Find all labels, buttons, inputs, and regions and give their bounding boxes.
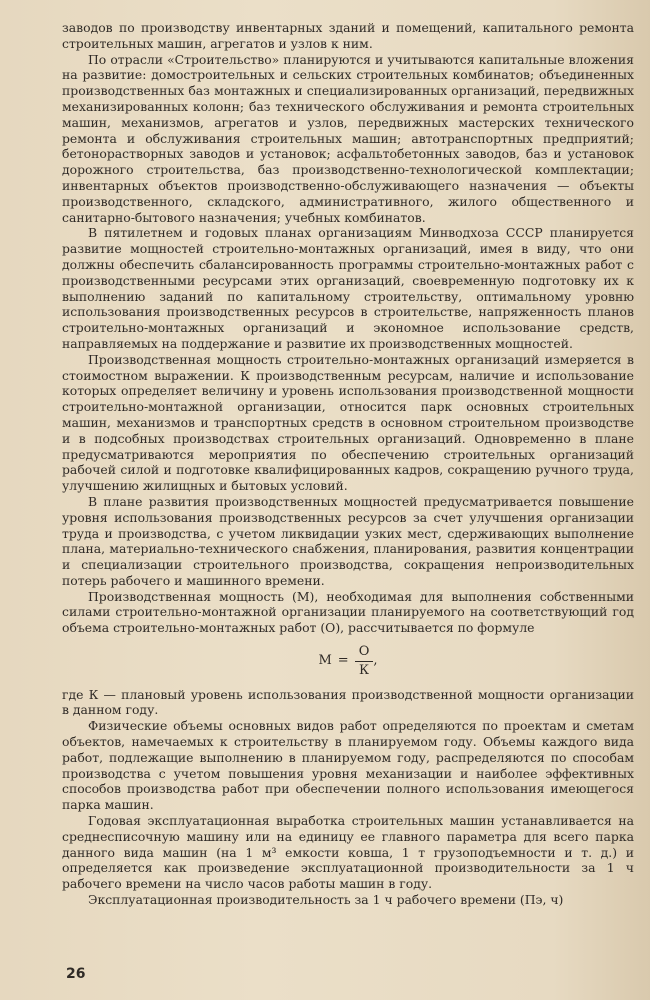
formula-equals: = — [337, 653, 349, 669]
formula-numerator: О — [355, 644, 374, 662]
formula-denominator: К — [359, 662, 370, 678]
paragraph: заводов по производству инвентарных зданий и помещений, капитального ремонта строительных машин, агрегатов и узлов к ним. — [62, 20, 634, 51]
formula-tail: , — [373, 653, 378, 669]
paragraph: Производственная мощность строительно-монтажных организаций измеряется в стоимостном выражении. К производственным ресурсам, наличие и использование которых определяет величину и уровень использования производственной мощности строительно-монтажной организации, относится парк основных строительных машин, механизмов и транспортных средств в основном строительном производстве и в подсобных производствах строительных организаций. Одновременно в плане предусматриваются мероприятия по обеспечению строительных организаций рабочей силой и подготовке квалифицированных кадров, сокращению ручного труда, улучшению жилищных и бытовых условий. — [62, 351, 634, 494]
body-text — [62, 20, 634, 908]
formula-lhs: М — [318, 653, 332, 669]
formula-fraction — [355, 644, 374, 679]
paragraph: В пятилетнем и годовых планах организациям Минводхоза СССР планируется развитие мощностей строительно-монтажных организаций, имея в виду, что они должны обеспечить сбалансированность программы строительно-монтажных работ с производственными ресурсами этих организаций, своевременную подготовку их к выполнению заданий по капитальному строительству, оптимальному уровню использования производственных ресурсов в строительстве, напряженность планов строительно-монтажных организаций и экономное использование средств, направляемых на поддержание и развитие их производственных мощностей. — [62, 225, 634, 351]
paragraph: По отрасли «Строительство» планируются и учитываются капитальные вложения на развитие: домостроительных и сельских строительных комбинатов; объединенных производственных баз монтажных и специализированных организаций, передвижных механизированных колонн; баз технического обслуживания и ремонта строительных машин, механизмов, агрегатов и узлов, передвижных мастерских технического ремонта и обслуживания строительных машин; автотранспортных предприятий; бетонорастворных заводов и установок; асфальтобетонных заводов, баз и установок дорожного строительства, баз производственно-технологической комплектации; инвентарных объектов производственно-обслуживающего назначения — объекты производственного, складского, административного, жилого общественного и санитарно-бытового назначения; учебных комбинатов. — [62, 51, 634, 225]
paragraph: Производственная мощность (М), необходимая для выполнения собственными силами строительно-монтажной организации планируемого на соответствующий год объема строительно-монтажных работ (О), рассчитывается по формуле — [62, 588, 634, 636]
paragraph: В плане развития производственных мощностей предусматривается повышение уровня использования производственных ресурсов за счет улучшения организации труда и производства, с учетом ликвидации узких мест, сдерживающих выполнение плана, материально-технического снабжения, планирования, развития концентрации и специализации строительного производства, сокращения непроизводительных потерь рабочего и машинного времени. — [62, 493, 634, 588]
paragraph: где К — плановый уровень использования производственной мощности организации в данном году. — [62, 686, 634, 718]
paragraph: Эксплуатационная производительность за 1 ч рабочего времени (Пэ, ч) — [88, 892, 564, 908]
page-number: 26 — [66, 966, 86, 982]
capacity-formula — [62, 644, 634, 679]
paragraph: Годовая эксплуатационная выработка строительных машин устанавливается на среднесписочную машину или на единицу ее главного параметра для всего парка данного вида машин (на 1 м³ емкости ковша, 1 т грузоподъемности и т. д.) и определяется как произведение эксплуатационной производительности за 1 ч рабочего времени на число часов работы машин в году. — [62, 813, 634, 892]
paragraph: Физические объемы основных видов работ определяются по проектам и сметам объектов, намечаемых к строительству в планируемом году. Объемы каждого вида работ, подлежащие выполнению в планируемом году, распределяются по способам производства с учетом повышения уровня механизации и наиболее эффективных способов производства работ при обеспечении полного использования имеющегося парка машин. — [62, 718, 634, 813]
